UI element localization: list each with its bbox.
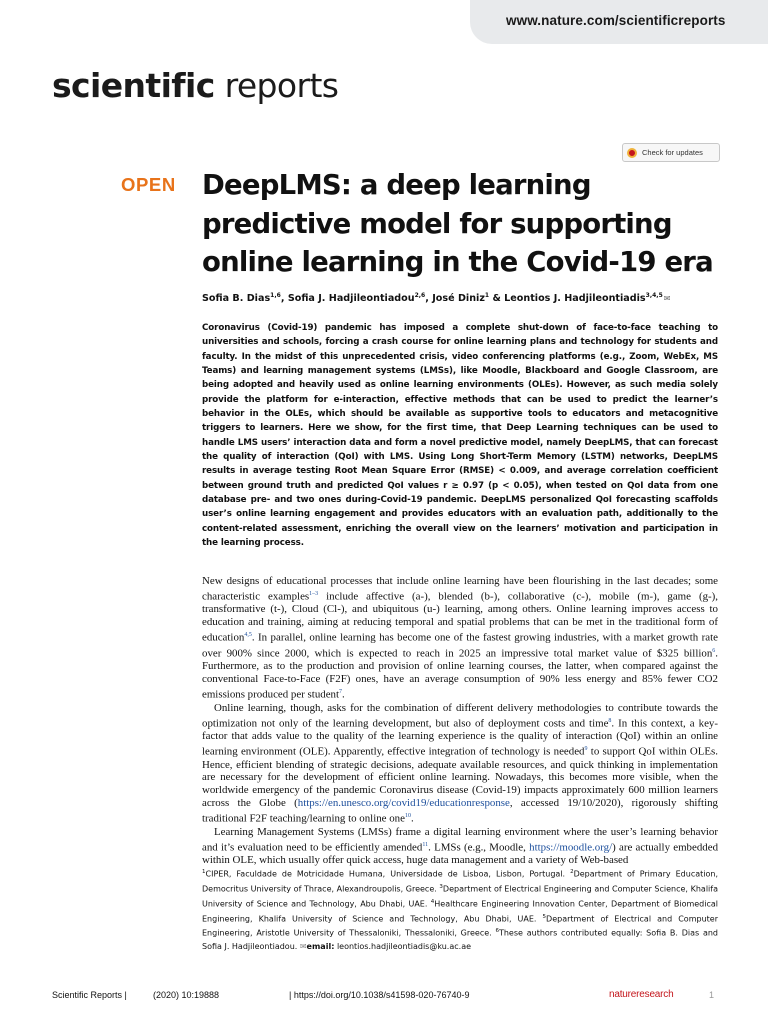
citation-ref[interactable]: 9 (584, 746, 588, 752)
affiliation-number: 3 (439, 883, 443, 890)
footer-journal: Scientific Reports | (52, 990, 127, 1000)
body-text-run: Learning Management Systems (LMSs) frame a digital learning environment where the user’s learning behavior and it’s evaluation need to be efficiently amended (202, 825, 718, 854)
journal-logo-regular: reports (224, 66, 339, 105)
email-label: email: (306, 942, 335, 952)
journal-logo (52, 66, 338, 105)
body-text-run: . (410, 812, 414, 825)
author-affiliation-ref: 2,6 (414, 292, 426, 299)
body-paragraph (202, 826, 718, 867)
body-text-run: . LMSs (e.g., Moodle, (428, 841, 530, 854)
check-for-updates-button[interactable] (622, 143, 720, 162)
journal-logo-bold: scientific (52, 66, 215, 105)
affiliation-text: Healthcare Engineering Innovation Center, Department of Biomedical Engineering, Khalifa University of Science and Technology, Abu Dhabi, UAE. (202, 899, 718, 924)
author-name[interactable]: Sofia B. Dias (202, 293, 271, 305)
body-paragraph (202, 575, 718, 702)
author-affiliation-ref: 3,4,5 (645, 292, 663, 299)
check-for-updates-label: Check for updates (642, 148, 703, 157)
body-text-run: , accessed 19/10/2020), rigorously shifting traditional F2F teaching/learning to online one (202, 797, 719, 825)
corresponding-email[interactable]: leontios.hadjileontiadis@ku.ac.ae (336, 942, 472, 952)
body-text-run: . Furthermore, as to the production and provision of online learning courses, the latter, when compared against the conventional Face-to-Face (F2F) ones, have an average consumption of 90% less energy and 85% fewer CO2 emissions produced per student (202, 647, 718, 701)
abstract: Coronavirus (Covid-19) pandemic has imposed a complete shut-down of face-to-face teaching to universities and schools, forcing a crash course for online learning plans and technology for students and faculty. In the midst of this unprecedented crisis, video conferencing platforms (e.g., Zoom, WebEx, MS Teams) and learning management systems (LMSs), like Moodle, Blackboard and Google Classroom, are being adopted and heavily used as online learning environments (OLEs). However, as such media solely provide the platform for e-interaction, effective methods that can be used to predict the learner’s behavior in the OLEs, which should be available as supportive tools to educators and metacognitive triggers to learners. Here we show, for the first time, that Deep Learning techniques can be used to handle LMS users’ interaction data and form a novel predictive model, namely DeepLMS, that can forecast the quality of interaction (QoI) with LMS. Using Long Short-Term Memory (LSTM) networks, DeepLMS results in average testing Root Mean Square Error (RMSE) < 0.009, and average correlation coefficient between ground truth and predicted QoI values r ≥ 0.97 (p < 0.05), when tested on QoI data from one database pre- and two ones during-Covid-19 pandemic. DeepLMS personalized QoI forecasting scaffolds user’s online learning engagement and provides educators with an evaluation path, additionally to the content-related assessment, enriching the overall view on the learners’ motivation and participation in the learning process. (202, 323, 718, 549)
page-footer (52, 990, 718, 1006)
publisher-logo: natureresearch (609, 989, 674, 1000)
body-text-run: Online learning, though, asks for the combination of different delivery methodologies to contribute towards the optimization not only of the learning development, but also of deployment costs and time (202, 701, 718, 730)
crossmark-icon (627, 148, 637, 158)
affiliation-number: 5 (542, 913, 547, 920)
affiliation-text: Department of Electrical and Computer Engineering, Aristotle University of Thessaloniki, Thessaloniki, Greece. (202, 914, 718, 939)
body-text-run: New designs of educational processes that include online learning have been flourishing in the last decades; some characteristic examples (202, 575, 718, 603)
citation-ref[interactable]: 11 (422, 841, 429, 848)
body-text-run: . In parallel, online learning has become one of the fastest growing industries, with a market growth rate over 900% since 2000, which is expected to reach in 2025 an impressive total market value of $325 billion (202, 631, 718, 660)
affiliations (202, 866, 718, 954)
author-name[interactable]: Sofia J. Hadjileontiadou (287, 293, 415, 305)
body-text-run: . In this context, a key-factor that adds value to the quality of the learning experience is the quality of interaction (QoI) within an online learning environment (OLE). Apparently, effective integration of technology is needed (202, 717, 718, 758)
body-text-run: include affective (a-), blended (b-), collaborative (c-), mobile (m-), game (g-), transformative (t-), Cloud (Cl-), and ubiquitous (u-) learning, among others. Online learning improves access to education and training, aiming at reducing temporal and spatial problems that can be met in the traditional form of education (202, 590, 718, 644)
body-text-run: ) are actually embedded within OLE, which usually offer quick access, huge data management and a variety of Web-based (202, 841, 719, 867)
article-title: DeepLMS: a deep learning predictive model for supporting online learning in the Covid-19 era (202, 169, 713, 278)
citation-ref[interactable]: 4,5 (244, 632, 252, 639)
journal-url[interactable]: www.nature.com/scientificreports (506, 13, 726, 28)
footer-doi-link[interactable]: | https://doi.org/10.1038/s41598-020-76740-9 (289, 990, 470, 1000)
affiliation-number: 1 (202, 869, 206, 875)
body-paragraph (202, 702, 718, 826)
affiliation-number: 4 (430, 898, 435, 905)
envelope-icon[interactable]: ✉ (663, 294, 671, 304)
author-list: Sofia B. Dias$^{1,6}$, Sofia J. Hadjileontiadou$^{2,6}$, José Diniz$^1$ & Leontios J. Hadjileontiadis$^{3,4,5}$✉ (202, 292, 671, 305)
citation-ref[interactable]: 1–3 (309, 590, 319, 597)
body-text-run: to support QoI within OLEs. Hence, efficient blending of strategic decisions, adequate available resources, and quick thinking in implementation are necessary for the development of efficient online learning. Nowadays, this becomes more visible, when the worldwide emergency of the pandemic Coronavirus disease (Covid-19) impacts approximately 600 million learners across the Globe ( (202, 745, 718, 810)
affiliation-number: 2 (570, 869, 574, 875)
open-access-label: OPEN (121, 174, 176, 195)
author-affiliation-ref: 1 (484, 292, 490, 299)
footer-volume: (2020) 10:19888 (153, 990, 220, 1000)
author-name[interactable]: Leontios J. Hadjileontiadis (504, 293, 646, 305)
journal-url-banner[interactable] (470, 0, 768, 44)
citation-ref[interactable]: 8 (608, 717, 612, 724)
citation-ref[interactable]: 6 (712, 647, 716, 654)
affiliation-number: 6 (495, 928, 499, 935)
affiliation-text: These authors contributed equally: Sofia B. Dias and Sofia J. Hadjileontiadou. (202, 929, 719, 952)
page-number: 1 (709, 990, 715, 1000)
body-text-run: . (342, 688, 345, 701)
moodle-link[interactable]: https://moodle.org/ (529, 841, 613, 854)
citation-ref[interactable]: 10 (404, 813, 411, 820)
author-affiliation-ref: 1,6 (270, 292, 281, 299)
article-body (202, 575, 718, 867)
affiliation-text: Department of Electrical Engineering and Computer Science, Khalifa University of Science and Technology, Abu Dhabi, UAE. (202, 884, 718, 909)
affiliation-text: Department of Primary Education, Democritus University of Thrace, Alexandroupolis, Greece. (202, 869, 718, 894)
affiliation-text: CIPER, Faculdade de Motricidade Humana, Universidade de Lisboa, Lisbon, Portugal. (205, 869, 571, 879)
envelope-icon: ✉ (299, 942, 307, 952)
citation-ref[interactable]: 7 (339, 689, 343, 696)
unesco-link[interactable]: https://en.unesco.org/covid19/educationresponse (297, 797, 510, 810)
author-name[interactable]: José Diniz (432, 293, 485, 305)
